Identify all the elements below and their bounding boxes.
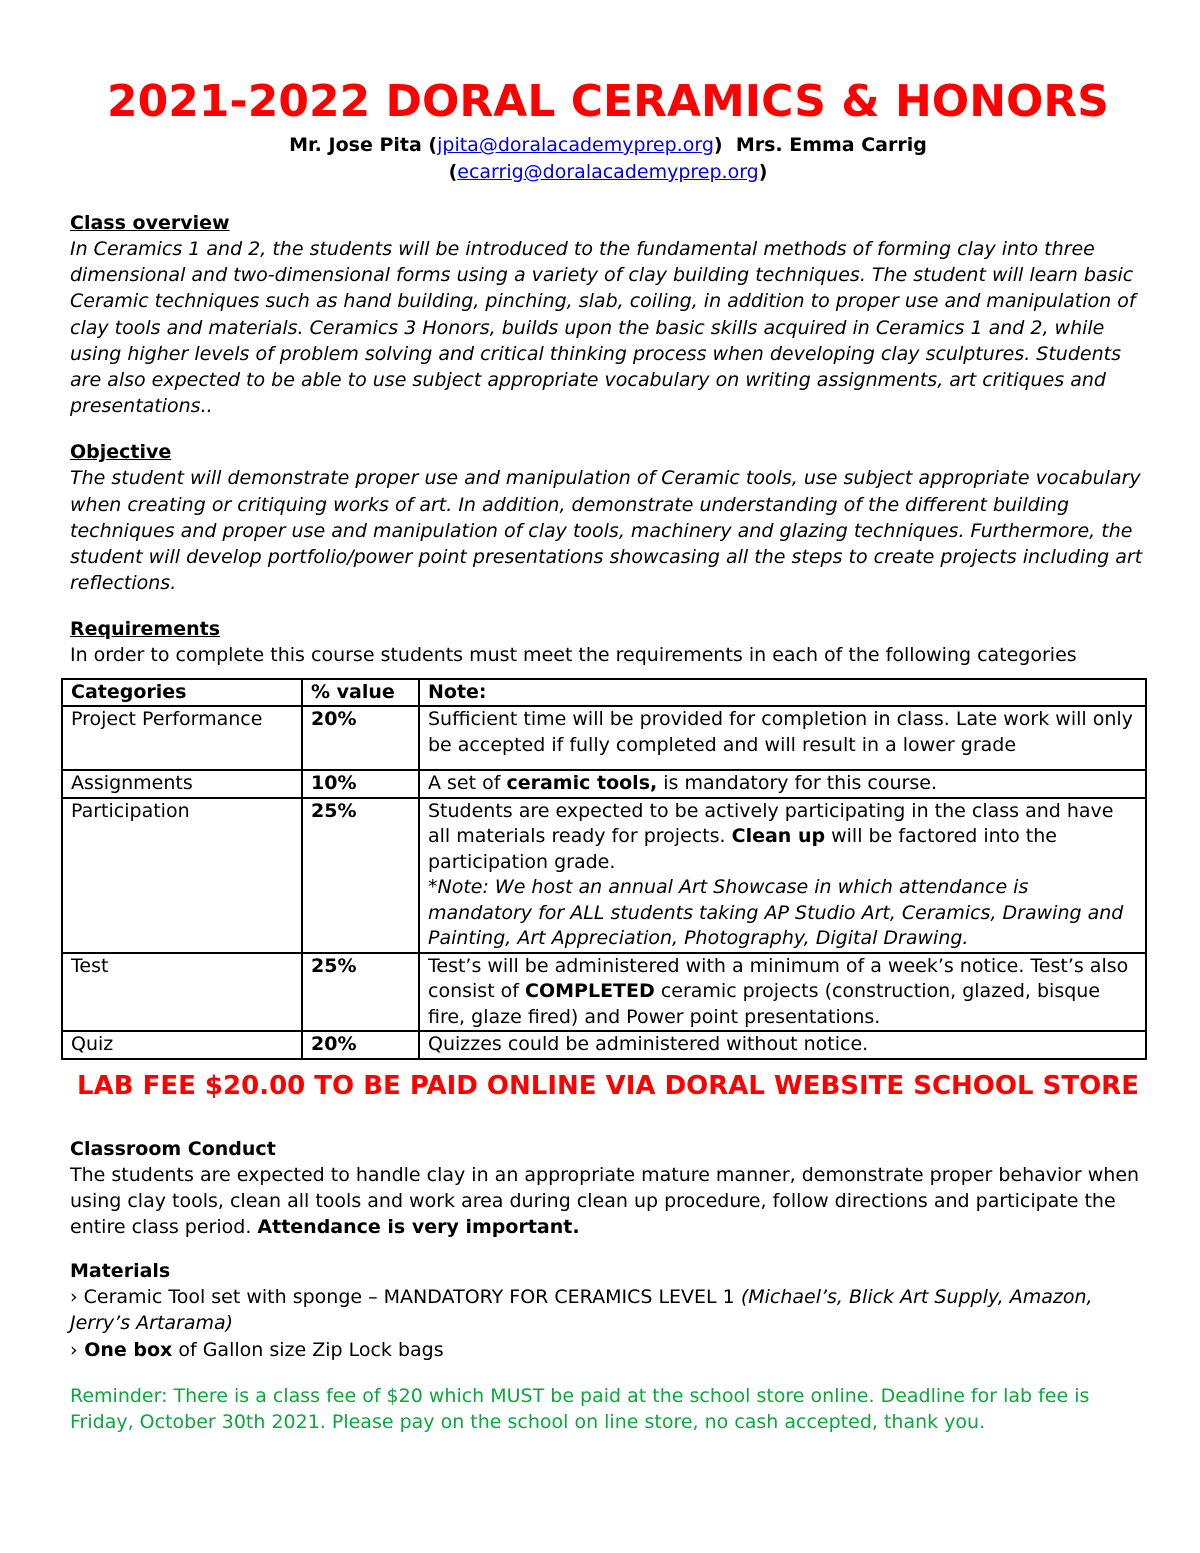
table-row bbox=[62, 706, 1146, 770]
note-cell bbox=[419, 798, 1146, 953]
overview-heading: Class overview bbox=[70, 212, 230, 234]
teacher-2-email-link[interactable]: ecarrig@doralacademyprep.org bbox=[457, 161, 759, 183]
note-italic-text: *Note: We host an annual Art Showcase in which attendance is mandatory for ALL students taking AP Studio Art, Ceramics, Drawing and Painting, Art Appreciation, Photography, Digital Drawing. bbox=[428, 876, 1124, 950]
teacher-1-email-link[interactable]: jpita@doralacademyprep.org bbox=[437, 134, 714, 156]
document-page bbox=[70, 72, 1146, 1436]
materials-item bbox=[70, 1337, 1146, 1363]
value-cell: 20% bbox=[302, 1031, 419, 1059]
note-text: A set of bbox=[428, 772, 507, 795]
table-row bbox=[62, 1031, 1146, 1059]
conduct-text bbox=[70, 1162, 1146, 1241]
category-cell: Test bbox=[62, 953, 302, 1032]
requirements-text: In order to complete this course students must meet the requirements in each of the following categories bbox=[70, 644, 1077, 667]
conduct-heading: Classroom Conduct bbox=[70, 1137, 276, 1160]
chevron-right-icon: › bbox=[70, 1338, 78, 1361]
teacher-1-name: Mr. Jose Pita bbox=[289, 134, 422, 156]
value-cell: 25% bbox=[302, 953, 419, 1032]
materials-item bbox=[70, 1284, 1146, 1336]
table-header-row bbox=[62, 679, 1146, 707]
note-cell: Sufficient time will be provided for completion in class. Late work will only be accepted if fully completed and will result in a lower grade bbox=[419, 706, 1146, 770]
conduct-body: The students are expected to handle clay in an appropriate mature manner, demonstrate proper behavior when using clay tools, clean all tools and work area during clean up procedure, follow directions and participate the entire class period. bbox=[70, 1163, 1140, 1239]
value-cell: 25% bbox=[302, 798, 419, 953]
category-cell: Project Performance bbox=[62, 706, 302, 770]
teacher-2-name: Mrs. Emma Carrig bbox=[735, 134, 927, 156]
reminder-text: Reminder: There is a class fee of $20 which MUST be paid at the school store online. Deadline for lab fee is Friday, October 30th 2021. Please pay on the school on line store, no cash accepted, thank you. bbox=[70, 1384, 1090, 1434]
col-header-value: % value bbox=[302, 679, 419, 707]
lab-fee-notice: LAB FEE $20.00 TO BE PAID ONLINE VIA DORAL WEBSITE SCHOOL STORE bbox=[77, 1070, 1139, 1101]
teachers-line: Mr. Jose Pita (jpita@doralacademyprep.org) Mrs. Emma Carrig (ecarrig@doralacademyprep.org) bbox=[289, 134, 927, 183]
col-header-note: Note: bbox=[419, 679, 1146, 707]
requirements-heading: Requirements bbox=[70, 618, 221, 641]
materials-item-text: of Gallon size Zip Lock bags bbox=[172, 1338, 444, 1361]
table-row bbox=[62, 953, 1146, 1032]
col-header-categories: Categories bbox=[62, 679, 302, 707]
note-bold-text: Clean up bbox=[731, 825, 826, 848]
category-cell: Participation bbox=[62, 798, 302, 953]
overview-text: In Ceramics 1 and 2, the students will be introduced to the fundamental methods of forming clay into three dimensional and two-dimensional forms using a variety of clay building techniques. The student will learn basic Ceramic techniques such as hand building, pinching, slab, coiling, in addition to proper use and manipulation of clay tools and materials. Ceramics 3 Honors, builds upon the basic skills acquired in Ceramics 1 and 2, while using higher levels of problem solving and critical thinking process when developing clay sculptures. Students are also expected to be able to use subject appropriate vocabulary on writing assignments, art critiques and presentations.. bbox=[70, 238, 1136, 418]
note-bold-text: ceramic tools, bbox=[506, 772, 658, 795]
page-title: 2021-2022 DORAL CERAMICS & HONORS bbox=[107, 76, 1109, 127]
note-text: is mandatory for this course. bbox=[657, 772, 937, 795]
conduct-attendance-note: Attendance is very important. bbox=[257, 1216, 580, 1239]
value-cell: 10% bbox=[302, 770, 419, 798]
note-cell: Quizzes could be administered without notice. bbox=[419, 1031, 1146, 1059]
objective-heading: Objective bbox=[70, 441, 172, 464]
chevron-right-icon: › bbox=[70, 1286, 78, 1309]
requirements-table bbox=[61, 678, 1147, 1060]
note-text: will be factored into the participation grade. bbox=[428, 825, 1057, 873]
category-cell: Assignments bbox=[62, 770, 302, 798]
note-bold-text: COMPLETED bbox=[525, 980, 655, 1003]
table-row bbox=[62, 770, 1146, 798]
note-text: Students are expected to be actively participating in the class and have all materials ready for projects. bbox=[428, 799, 1114, 848]
category-cell: Quiz bbox=[62, 1031, 302, 1059]
materials-item-bold: One box bbox=[77, 1338, 173, 1361]
materials-item-text: Ceramic Tool set with sponge – MANDATORY FOR CERAMICS LEVEL 1 bbox=[77, 1286, 741, 1309]
table-row bbox=[62, 798, 1146, 953]
note-cell bbox=[419, 953, 1146, 1032]
materials-item-stores: (Michael’s, Blick Art Supply, Amazon, Jerry’s Artarama) bbox=[70, 1286, 1093, 1335]
value-cell: 20% bbox=[302, 706, 419, 770]
note-cell bbox=[419, 770, 1146, 798]
note-text: Test’s will be administered with a minimum of a week’s notice. Test’s also consist of bbox=[428, 954, 1129, 1003]
note-text: ceramic projects (construction, glazed, bisque fire, glaze fired) and Power point presentations. bbox=[428, 980, 1101, 1028]
objective-text: The student will demonstrate proper use and manipulation of Ceramic tools, use subject appropriate vocabulary when creating or critiquing works of art. In addition, demonstrate understanding of the different building techniques and proper use and manipulation of clay tools, machinery and glazing techniques. Furthermore, the student will develop portfolio/power point presentations showcasing all the steps to create projects including art reflections. bbox=[70, 467, 1143, 595]
materials-heading: Materials bbox=[70, 1260, 171, 1283]
